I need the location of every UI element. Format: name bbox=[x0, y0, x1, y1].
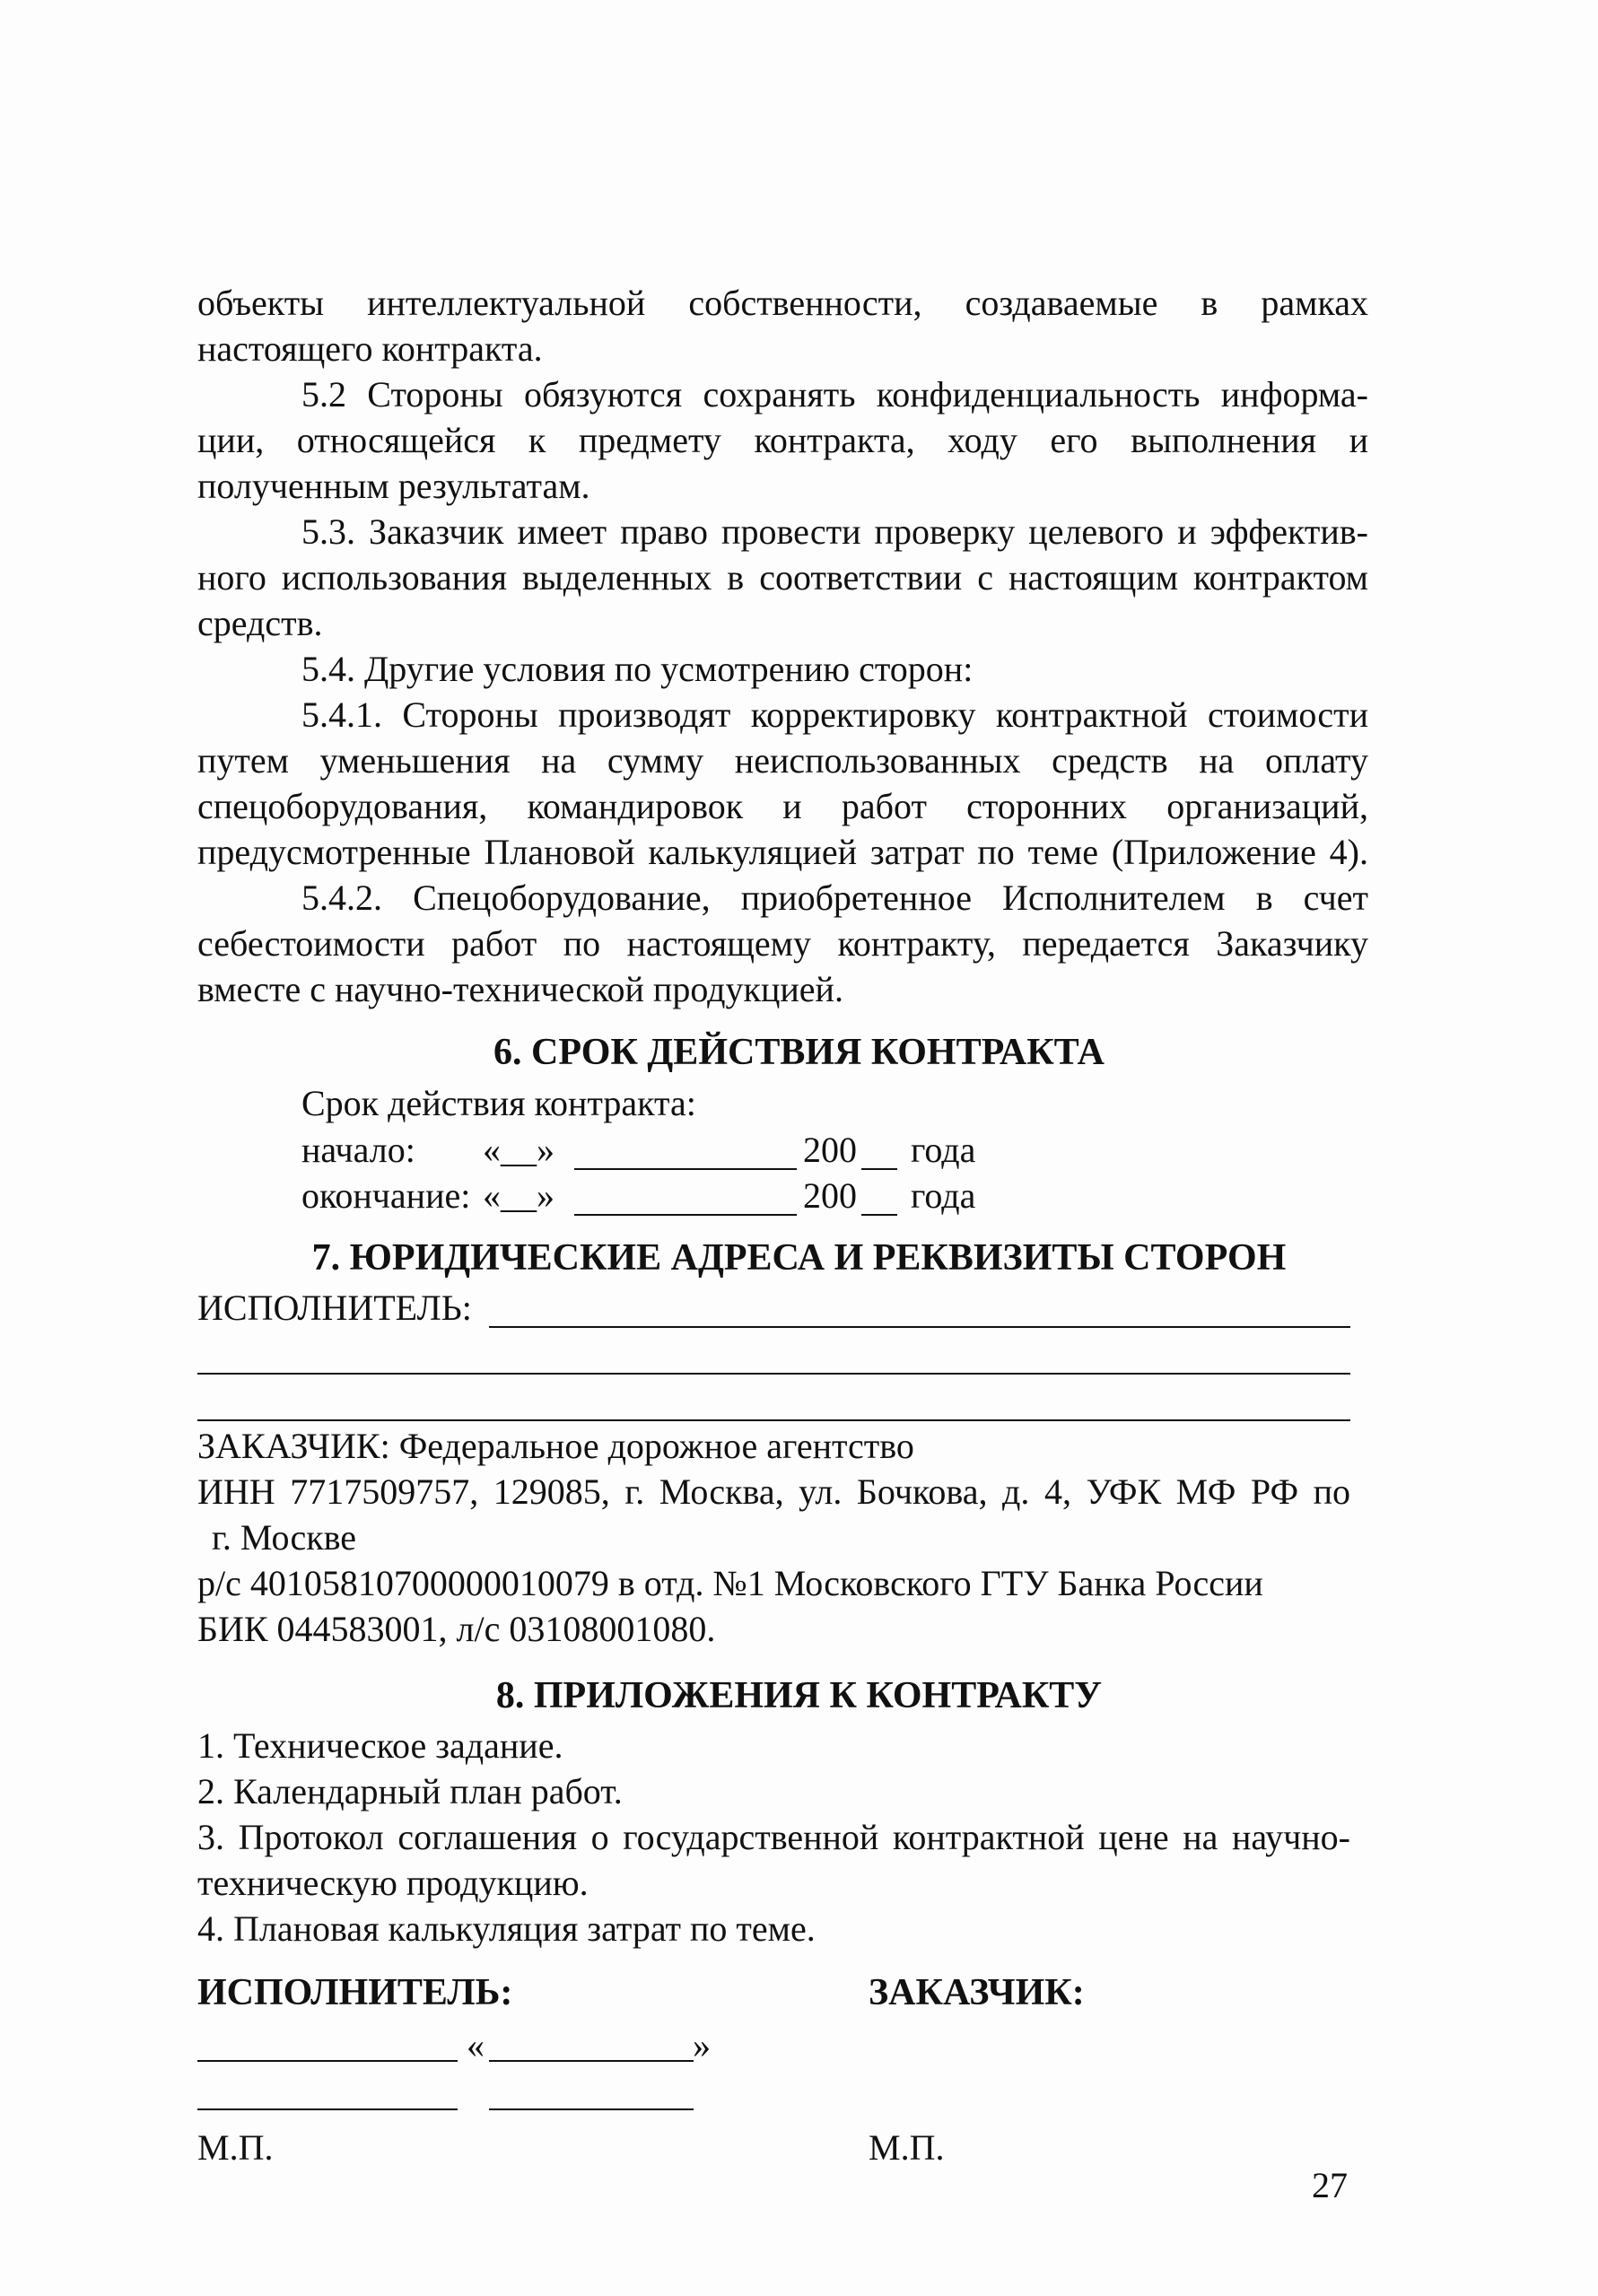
section-7-heading: 7. ЮРИДИЧЕСКИЕ АДРЕСА И РЕКВИЗИТЫ СТОРОН bbox=[311, 1237, 1287, 1279]
stamp-placeholder-right: М.П. bbox=[869, 2127, 945, 2168]
end-label: окончание: bbox=[301, 1175, 471, 1216]
end-year-line[interactable] bbox=[861, 1214, 897, 1216]
text-line: ции, относящейся к предмету контракта, ходу его выполнения и bbox=[197, 420, 1368, 460]
executor-date-line-2[interactable] bbox=[489, 2108, 694, 2110]
term-intro: Срок действия контракта: bbox=[301, 1083, 696, 1123]
executor-requisites-line[interactable] bbox=[489, 1326, 1350, 1328]
text-line: настоящего контракта. bbox=[197, 328, 543, 369]
clause-5-2: 5.2 Стороны обязуются сохранять конфиденциальность информа- bbox=[301, 374, 1368, 415]
text-line: себестоимости работ по настоящему контракту, передается Заказчику bbox=[197, 923, 1368, 964]
clause-5-4: 5.4. Другие условия по усмотрению сторон: bbox=[301, 649, 974, 689]
executor-requisites-label: ИСПОЛНИТЕЛЬ: bbox=[197, 1288, 472, 1328]
clause-5-3: 5.3. Заказчик имеет право провести проверку целевого и эффектив- bbox=[301, 511, 1368, 552]
appendix-item: 1. Техническое задание. bbox=[197, 1725, 563, 1766]
customer-account: р/с 40105810700000010079 в отд. №1 Московского ГТУ Банка России bbox=[197, 1563, 1263, 1603]
customer-name: ЗАКАЗЧИК: Федеральное дорожное агентство bbox=[197, 1426, 914, 1466]
end-month-line[interactable] bbox=[574, 1214, 797, 1216]
customer-inn: ИНН 7717509757, 129085, г. Москва, ул. Бочкова, д. 4, УФК МФ РФ по bbox=[197, 1471, 1350, 1512]
end-year-prefix: 200 bbox=[803, 1175, 857, 1216]
text-line: спецоборудования, командировок и работ сторонних организаций, bbox=[197, 786, 1368, 826]
text-line: полученным результатам. bbox=[197, 466, 590, 506]
text-line: предусмотренные Плановой калькуляцией затрат по теме (Приложение 4). bbox=[197, 832, 1368, 872]
executor-requisites-line-3[interactable] bbox=[197, 1419, 1350, 1421]
start-year-word: года bbox=[911, 1130, 976, 1170]
text-line: ного использования выделенных в соответствии с настоящим контрактом bbox=[197, 557, 1368, 598]
signature-date-open-quote: « bbox=[467, 2025, 485, 2065]
executor-signature-line[interactable] bbox=[197, 2060, 458, 2062]
start-month-line[interactable] bbox=[574, 1168, 797, 1170]
stamp-placeholder-left: М.П. bbox=[197, 2127, 274, 2168]
text-line: вместе с научно-технической продукцией. bbox=[197, 969, 843, 1009]
page-number: 27 bbox=[1312, 2165, 1348, 2205]
signature-date-line[interactable] bbox=[489, 2060, 694, 2062]
executor-requisites-line-2[interactable] bbox=[197, 1373, 1350, 1375]
section-6-heading: 6. СРОК ДЕЙСТВИЯ КОНТРАКТА bbox=[493, 1032, 1105, 1073]
text-line: путем уменьшения на сумму неиспользованных средств на оплату bbox=[197, 740, 1368, 781]
appendix-item: 3. Протокол соглашения о государственной контрактной цене на научно- bbox=[197, 1817, 1350, 1857]
customer-bik: БИК 044583001, л/с 03108001080. bbox=[197, 1609, 716, 1649]
clause-5-4-2: 5.4.2. Спецоборудование, приобретенное Исполнителем в счет bbox=[301, 877, 1368, 918]
text-line: средств. bbox=[197, 603, 323, 643]
appendix-item: 2. Календарный план работ. bbox=[197, 1771, 623, 1811]
appendix-item-cont: техническую продукцию. bbox=[197, 1863, 589, 1903]
clause-5-4-1: 5.4.1. Стороны производят корректировку контрактной стоимости bbox=[301, 694, 1368, 735]
start-label: начало: bbox=[301, 1130, 415, 1170]
start-year-line[interactable] bbox=[861, 1168, 897, 1170]
start-day-field[interactable]: «__» bbox=[483, 1130, 554, 1170]
signature-date-close-quote: » bbox=[693, 2025, 711, 2065]
end-year-word: года bbox=[911, 1175, 976, 1216]
text-line: объекты интеллектуальной собственности, создаваемые в рамках bbox=[197, 283, 1368, 323]
section-8-heading: 8. ПРИЛОЖЕНИЯ К КОНТРАКТУ bbox=[495, 1675, 1103, 1716]
executor-name-line[interactable] bbox=[197, 2108, 458, 2110]
start-year-prefix: 200 bbox=[803, 1130, 857, 1170]
appendix-item: 4. Плановая калькуляция затрат по теме. bbox=[197, 1908, 816, 1949]
executor-signature-title: ИСПОЛНИТЕЛЬ: bbox=[197, 1972, 513, 2013]
customer-city: г. Москве bbox=[212, 1517, 357, 1558]
end-day-field[interactable]: «__» bbox=[483, 1175, 554, 1216]
customer-signature-title: ЗАКАЗЧИК: bbox=[869, 1972, 1085, 2013]
